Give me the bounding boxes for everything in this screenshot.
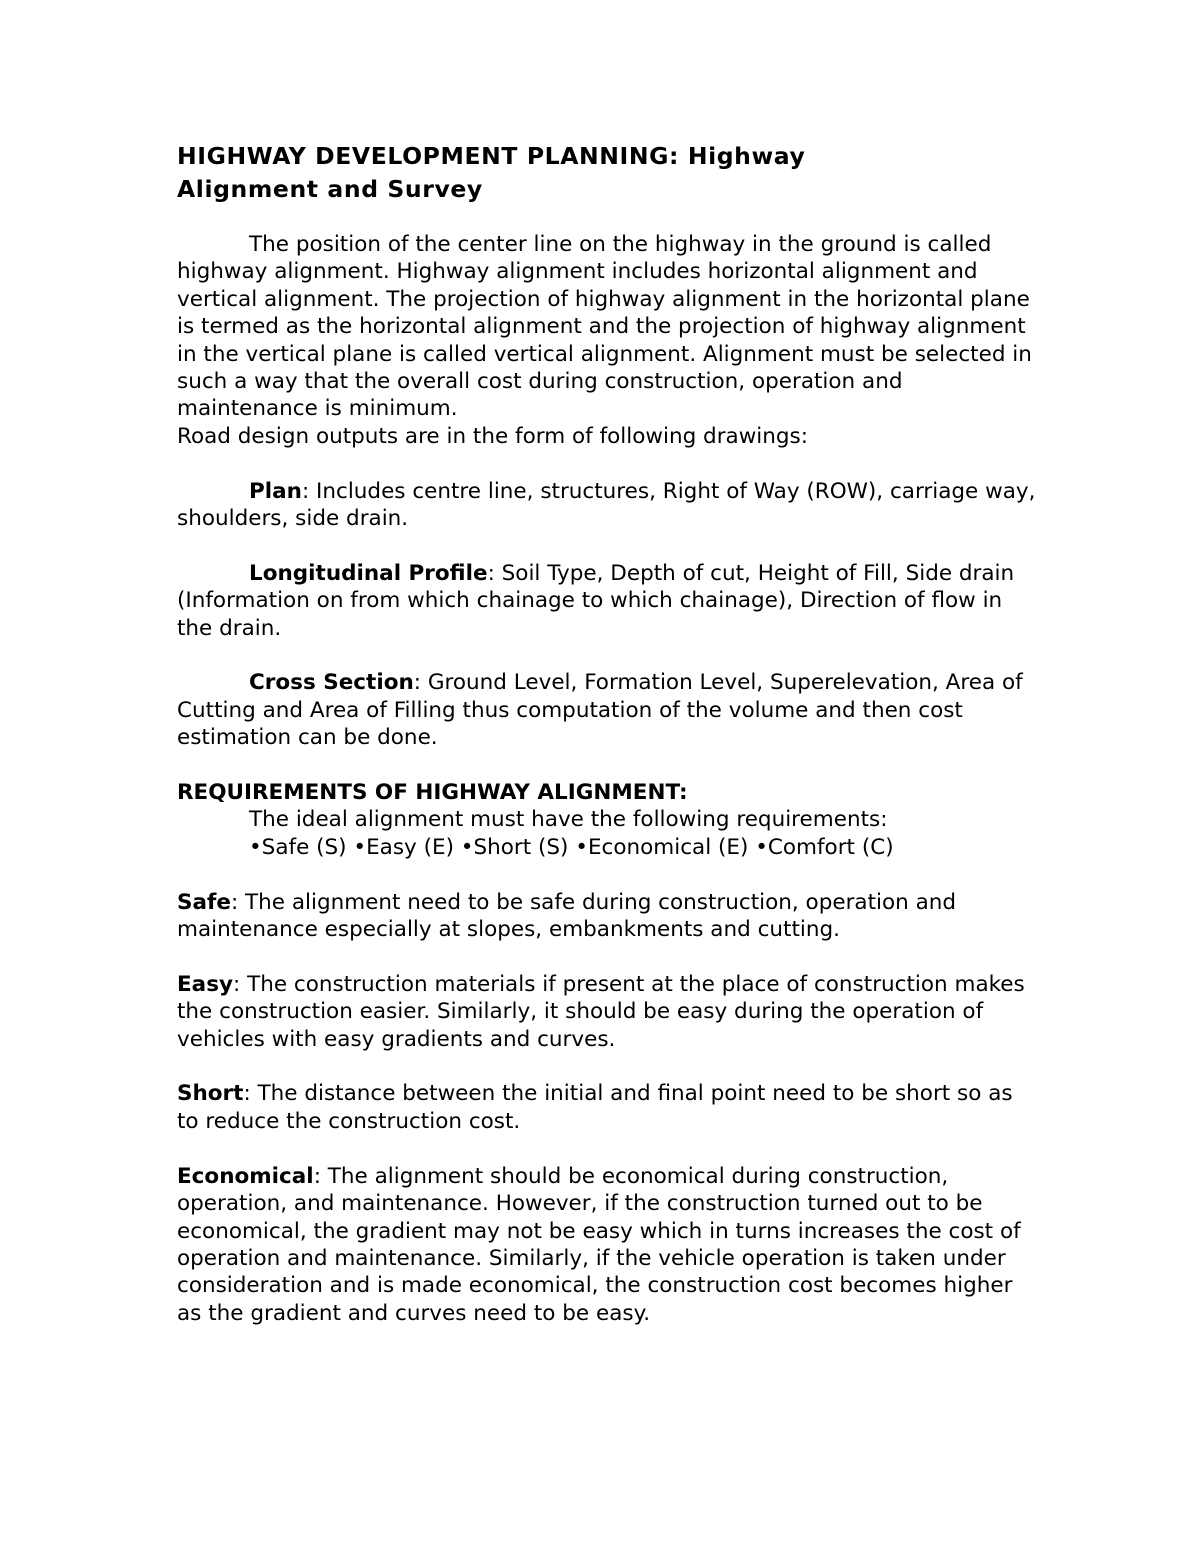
short-paragraph: [177, 1080, 1037, 1135]
plan-text: : Includes centre line, structures, Right of Way (ROW), carriage way, shoulders, side drain.: [177, 478, 1036, 532]
spacer: [177, 642, 1037, 669]
easy-text: : The construction materials if present at the place of construction makes the construction easier. Similarly, it should be easy during the operation of vehicles with easy gradients and curves.: [177, 971, 1025, 1052]
safe-paragraph: [177, 889, 1037, 944]
cross-section-paragraph: [177, 669, 1037, 751]
safe-text: : The alignment need to be safe during construction, operation and maintenance especially at slopes, embankments and cutting.: [177, 889, 957, 943]
title-line-2: Alignment and Survey: [177, 175, 483, 203]
document-title: [177, 140, 1037, 206]
spacer: [177, 943, 1037, 970]
economical-text: : The alignment should be economical during construction, operation, and maintenance. However, if the construction turned out to be economical, the gradient may not be easy which in turns increases the cost of operation and maintenance. Similarly, if the vehicle operation is taken under consideration and is made economical, the construction cost becomes higher as the gradient and curves need to be easy.: [177, 1163, 1021, 1326]
short-term: Short: [177, 1081, 244, 1107]
profile-paragraph: [177, 560, 1037, 642]
intro-text: The position of the center line on the highway in the ground is called highway alignment. Highway alignment includes horizontal alignment and vertical alignment. The projection of highway alignment in the horizontal plane is termed as the horizontal alignment and the projection of highway alignment in the vertical plane is called vertical alignment. Alignment must be selected in such a way that the overall cost during construction, operation and maintenance is minimum.: [177, 232, 1032, 422]
intro-paragraph: [177, 231, 1037, 450]
cross-section-term: Cross Section: [249, 670, 414, 696]
intro-last-line: Road design outputs are in the form of following drawings:: [177, 423, 808, 449]
easy-term: Easy: [177, 971, 234, 997]
profile-term: Longitudinal Profile: [249, 560, 488, 586]
cross-section-text: : Ground Level, Formation Level, Superelevation, Area of Cutting and Area of Filling thus computation of the volume and then cost estimation can be done.: [177, 670, 1023, 751]
requirements-intro: The ideal alignment must have the following requirements:: [249, 807, 888, 833]
short-text: : The distance between the initial and final point need to be short so as to reduce the construction cost.: [177, 1081, 1013, 1134]
requirements-list: •Safe (S) •Easy (E) •Short (S) •Economical (E) •Comfort (C): [249, 834, 894, 860]
spacer: [177, 861, 1037, 888]
easy-paragraph: [177, 971, 1037, 1053]
spacer: [177, 450, 1037, 477]
economical-paragraph: [177, 1163, 1037, 1327]
economical-term: Economical: [177, 1163, 314, 1189]
document-body: [177, 140, 1037, 1327]
plan-term: Plan: [249, 478, 302, 504]
profile-text: : Soil Type, Depth of cut, Height of Fill, Side drain (Information on from which chainage to which chainage), Direction of flow in the drain.: [177, 560, 1015, 641]
spacer: [177, 752, 1037, 779]
title-line-1: HIGHWAY DEVELOPMENT PLANNING: Highway: [177, 142, 806, 170]
spacer: [177, 1053, 1037, 1080]
plan-paragraph: [177, 478, 1037, 533]
safe-term: Safe: [177, 889, 231, 915]
spacer: [177, 1135, 1037, 1162]
spacer: [177, 206, 1037, 231]
spacer: [177, 532, 1037, 559]
requirements-heading: REQUIREMENTS OF HIGHWAY ALIGNMENT:: [177, 780, 688, 806]
